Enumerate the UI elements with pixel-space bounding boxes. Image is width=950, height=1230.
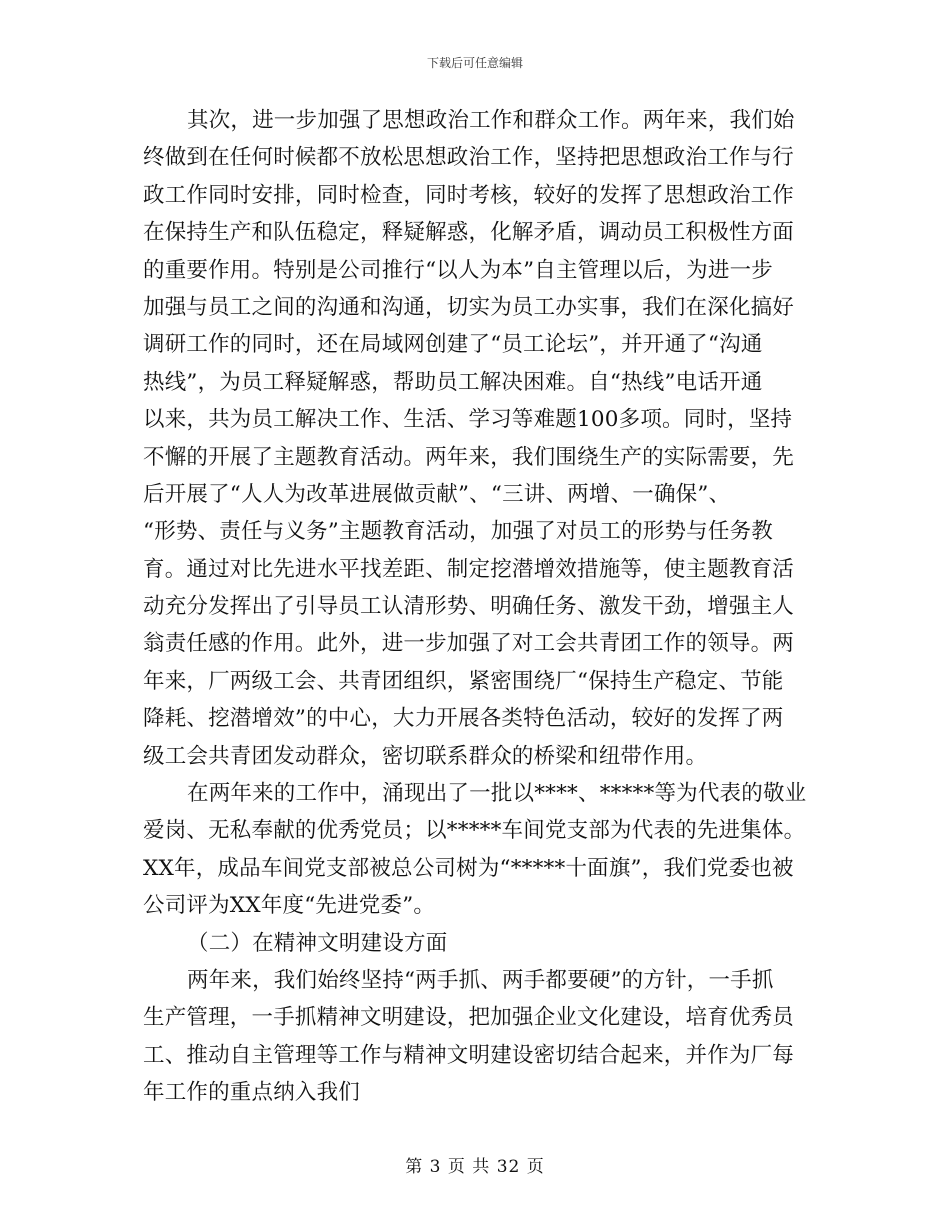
text-line: 终做到在任何时候都不放松思想政治工作，坚持把思想政治工作与行: [143, 145, 795, 171]
text-line: 降耗、挖潜增效”的中心，大力开展各类特色活动，较好的发挥了两: [143, 706, 784, 732]
text-line: 在两年来的工作中，涌现出了一批以****、*****等为代表的敬业: [187, 781, 807, 807]
text-line: 的重要作用。特别是公司推行“以人为本”自主管理以后，为进一步: [143, 257, 773, 283]
text-line: “形势、责任与义务”主题教育活动，加强了对员工的形势与任务教: [143, 519, 773, 545]
text-line: 爱岗、无私奉献的优秀党员；以*****车间党支部为代表的先进集体。: [143, 818, 806, 844]
text-line: 以来，共为员工解决工作、生活、学习等难题100多项。同时，坚持: [143, 407, 793, 433]
text-line: 育。通过对比先进水平找差距、制定挖潜增效措施等，使主题教育活: [143, 556, 795, 582]
document-body: [143, 102, 811, 1112]
text-line: （二）在精神文明建设方面: [187, 930, 448, 956]
text-line: 年工作的重点纳入我们: [143, 1080, 361, 1106]
text-line: 后开展了“人人为改革进展做贡献”、“三讲、两增、一确保”、: [143, 481, 731, 507]
text-line: 生产管理，一手抓精神文明建设，把加强企业文化建设，培育优秀员: [143, 1005, 795, 1031]
text-line: 调研工作的同时，还在局域网创建了“员工论坛”，并开通了“沟通: [143, 332, 763, 358]
text-line: XX年，成品车间党支部被总公司树为“*****十面旗”，我们党委也被: [143, 855, 794, 881]
page-header: 下载后可任意编辑: [426, 56, 523, 70]
text-line: 公司评为XX年度“先进党委”。: [143, 893, 436, 919]
text-line: 不懈的开展了主题教育活动。两年来，我们围绕生产的实际需要，先: [143, 444, 795, 470]
text-line: 动充分发挥出了引导员工认清形势、明确任务、激发干劲，增强主人: [143, 594, 795, 620]
text-line: 热线”，为员工释疑解惑，帮助员工解决困难。自“热线”电话开通: [143, 369, 763, 395]
text-line: 两年来，我们始终坚持“两手抓、两手都要硬”的方针，一手抓: [187, 967, 774, 993]
text-line: 在保持生产和队伍稳定，释疑解惑，化解矛盾，调动员工积极性方面: [143, 220, 795, 246]
text-line: 工、推动自主管理等工作与精神文明建设密切结合起来，并作为厂每: [143, 1042, 795, 1068]
text-line: 其次，进一步加强了思想政治工作和群众工作。两年来，我们始: [187, 108, 795, 133]
page-number-footer: 第 3 页 共 32 页: [405, 1157, 545, 1177]
text-line: 政工作同时安排，同时检查，同时考核，较好的发挥了思想政治工作: [143, 182, 795, 208]
text-line: 加强与员工之间的沟通和沟通，切实为员工办实事，我们在深化搞好: [143, 294, 795, 320]
text-line: 级工会共青团发动群众，密切联系群众的桥梁和纽带作用。: [143, 743, 708, 769]
text-line: 年来，厂两级工会、共青团组织，紧密围绕厂“保持生产稳定、节能: [143, 668, 784, 694]
text-line: 翁责任感的作用。此外，进一步加强了对工会共青团工作的领导。两: [143, 631, 795, 657]
